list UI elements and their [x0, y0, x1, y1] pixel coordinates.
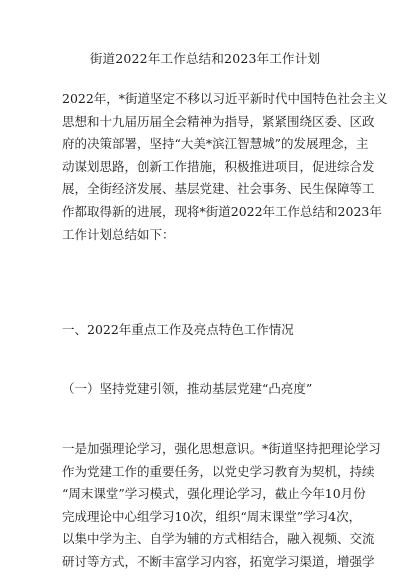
- paragraph-line: 展，全街经济发展、基层党建、社会事务、民生保障等工: [62, 181, 375, 197]
- paragraph-line: 府的决策部署，坚持“大美*滨江智慧城”的发展理念，主: [62, 136, 369, 152]
- paragraph-line: “周末课堂”学习模式，强化理论学习，截止今年10月份: [62, 486, 366, 502]
- paragraph-line: 思想和十九届历届全会精神为指导，紧紧围绕区委、区政: [62, 113, 375, 129]
- paragraph-line: 以集中学为主、自学为辅的方式相结合，融入视频、交流: [62, 531, 375, 547]
- paragraph-line: 工作计划总结如下：: [62, 226, 175, 242]
- paragraph-line: 研讨等方式，不断丰富学习内容，拓宽学习渠道，增强学: [62, 553, 375, 569]
- paragraph-line: 作都取得新的进展，现将*街道2022年工作总结和2023年: [62, 203, 382, 219]
- intro-paragraph: [62, 91, 388, 249]
- paragraph-line: 一是加强理论学习，强化思想意识。*街道坚持把理论学习: [62, 441, 381, 456]
- subsection-heading: （一）坚持党建引领，推动基层党建“凸亮度”: [62, 381, 313, 396]
- paragraph-line: 动谋划思路，创新工作措施，积极推进项目，促进综合发: [62, 158, 375, 174]
- paragraph-line: 2022年，*街道坚定不移以习近平新时代中国特色社会主义: [62, 91, 388, 106]
- body-paragraph: [62, 441, 381, 577]
- paragraph-line: 完成理论中心组学习10次，组织“周末课堂”学习4次，: [62, 508, 362, 524]
- paragraph-line: 作为党建工作的重要任务，以党史学习教育为契机，持续: [62, 463, 375, 479]
- section-heading: 一、2022年重点工作及亮点特色工作情况: [62, 322, 294, 337]
- document-title: 街道2022年工作总结和2023年工作计划: [89, 51, 321, 66]
